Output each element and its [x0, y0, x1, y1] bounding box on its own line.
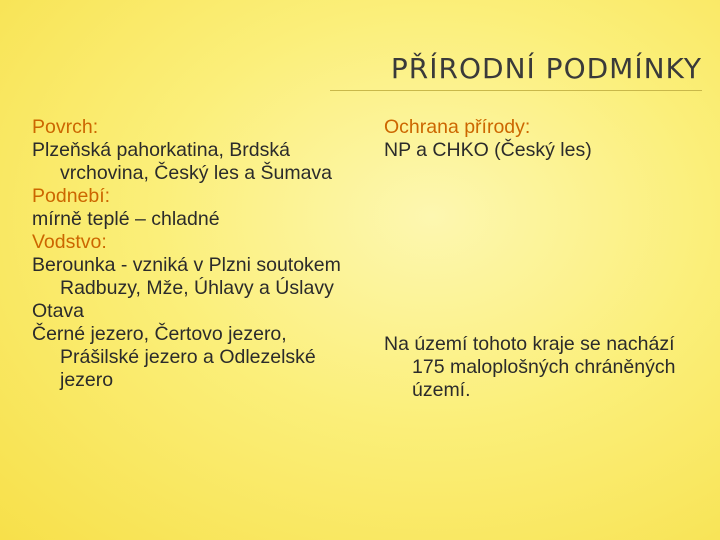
uzemi-text: Na území tohoto kraje se nachází 175 maloplošných chráněných území.: [384, 333, 676, 401]
vodstvo-text-1: Berounka - vzniká v Plzni soutokem Radbuzy, Mže, Úhlavy a Úslavy: [32, 254, 341, 299]
slide-title: PŘÍRODNÍ PODMÍNKY: [390, 52, 702, 85]
right-column: [384, 116, 704, 402]
vodstvo-text-3: Černé jezero, Čertovo jezero, Prášilské jezero a Odlezelské jezero: [32, 323, 316, 391]
vodstvo-text-2: Otava: [32, 300, 85, 322]
povrch-text: Plzeňská pahorkatina, Brdská vrchovina, Český les a Šumava: [32, 139, 333, 184]
ochrana-heading: Ochrana přírody:: [384, 116, 531, 138]
title-underline: [330, 90, 702, 91]
vodstvo-heading: Vodstvo:: [32, 231, 107, 253]
left-column: [32, 116, 342, 392]
spacer: [384, 162, 704, 333]
podnebi-text: mírně teplé – chladné: [32, 208, 220, 230]
podnebi-heading: Podnebí:: [32, 185, 111, 207]
ochrana-text: NP a CHKO (Český les): [384, 139, 592, 161]
povrch-heading: Povrch:: [32, 116, 99, 138]
